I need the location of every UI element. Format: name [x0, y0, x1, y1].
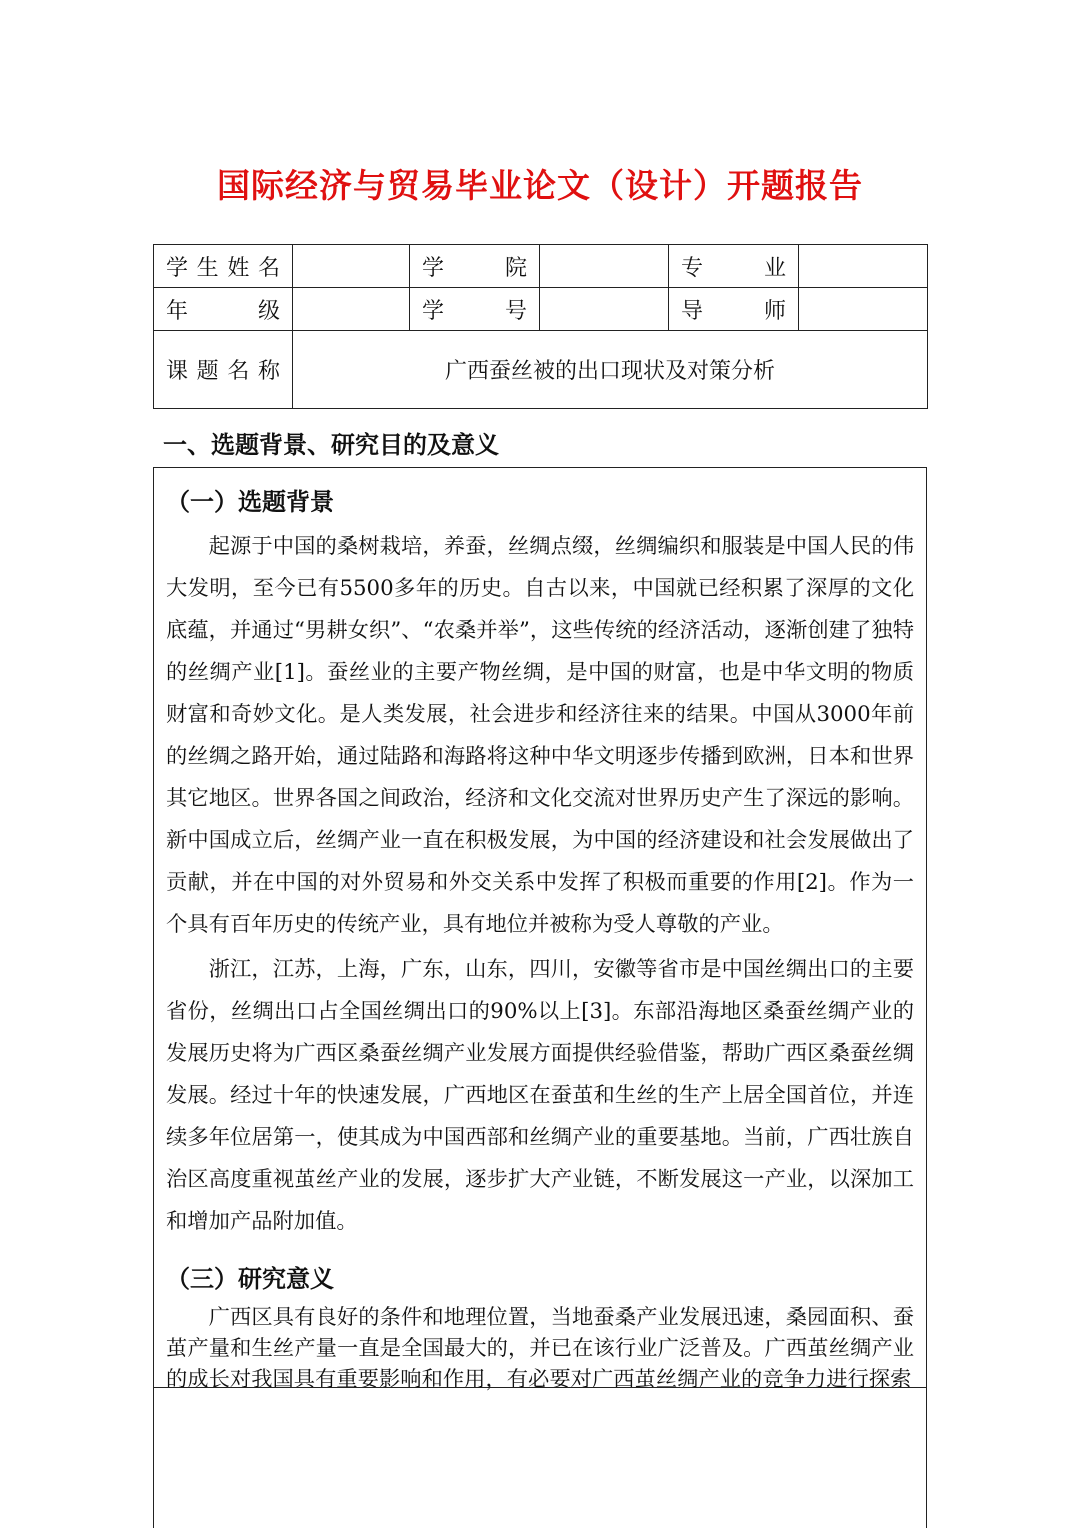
subheading-background: （一）选题背景 — [166, 488, 334, 516]
subheading-significance: （三）研究意义 — [166, 1265, 334, 1293]
info-row-2 — [154, 288, 928, 331]
college-field[interactable] — [540, 245, 669, 288]
section-heading: 一、选题背景、研究目的及意义 — [163, 431, 499, 459]
student-id-field[interactable] — [540, 288, 669, 331]
page-title: 国际经济与贸易毕业论文（设计）开题报告 — [217, 166, 863, 205]
major-field[interactable] — [799, 245, 928, 288]
student-name-field[interactable] — [293, 245, 410, 288]
paragraph-1: 起源于中国的桑树栽培，养蚕，丝绸点缀，丝绸编织和服装是中国人民的伟大发明，至今已有5500多年的历史。自古以来，中国就已经积累了深厚的文化底蕴，并通过“男耕女织”、“农桑并举”，这些传统的经济活动，逐渐创建了独特的丝绸产业[1]。蚕丝业的主要产物丝绸，是中国的财富，也是中华文明的物质财富和奇妙文化。是人类发展，社会进步和经济往来的结果。中国从3000年前的丝绸之路开始，通过陆路和海路将这种中华文明逐步传播到欧洲，日本和世界其它地区。世界各国之间政治，经济和文化交流对世界历史产生了深远的影响。新中国成立后，丝绸产业一直在积极发展，为中国的经济建设和社会发展做出了贡献，并在中国的对外贸易和外交关系中发挥了积极而重要的作用[2]。作为一个具有百年历史的传统产业，具有地位并被称为受人尊敬的产业。 — [166, 534, 914, 937]
topic-value[interactable]: 广西蚕丝被的出口现状及对策分析 — [293, 331, 928, 409]
student-id-label: 学 号 — [410, 288, 540, 331]
grade-label: 年 级 — [154, 288, 293, 331]
paragraph-3: 广西区具有良好的条件和地理位置，当地蚕桑产业发展迅速，桑园面积、蚕茧产量和生丝产量一直是全国最大的，并已在该行业广泛普及。广西茧丝绸产业的成长对我国具有重要影响和作用，有必要对广西茧丝绸产业的竞争力进行探索 — [166, 1305, 914, 1392]
grade-field[interactable] — [293, 288, 410, 331]
info-table — [153, 244, 928, 409]
advisor-label: 导 师 — [669, 288, 799, 331]
college-label: 学 院 — [410, 245, 540, 288]
student-name-label: 学 生 姓 名 — [154, 245, 293, 288]
paragraph-2: 浙江，江苏，上海，广东，山东，四川，安徽等省市是中国丝绸出口的主要省份，丝绸出口占全国丝绸出口的90%以上[3]。东部沿海地区桑蚕丝绸产业的发展历史将为广西区桑蚕丝绸产业发展方面提供经验借鉴，帮助广西区桑蚕丝绸发展。经过十年的快速发展，广西地区在蚕茧和生丝的生产上居全国首位，并连续多年位居第一，使其成为中国西部和丝绸产业的重要基地。当前，广西壮族自治区高度重视茧丝产业的发展，逐步扩大产业链，不断发展这一产业，以深加工和增加产品附加值。 — [166, 957, 914, 1234]
major-label: 专 业 — [669, 245, 799, 288]
info-row-3 — [154, 331, 928, 409]
topic-label: 课 题 名 称 — [154, 331, 293, 409]
box-bottom-border — [153, 1387, 927, 1388]
info-row-1 — [154, 245, 928, 288]
content-box — [153, 467, 927, 1528]
advisor-field[interactable] — [799, 288, 928, 331]
